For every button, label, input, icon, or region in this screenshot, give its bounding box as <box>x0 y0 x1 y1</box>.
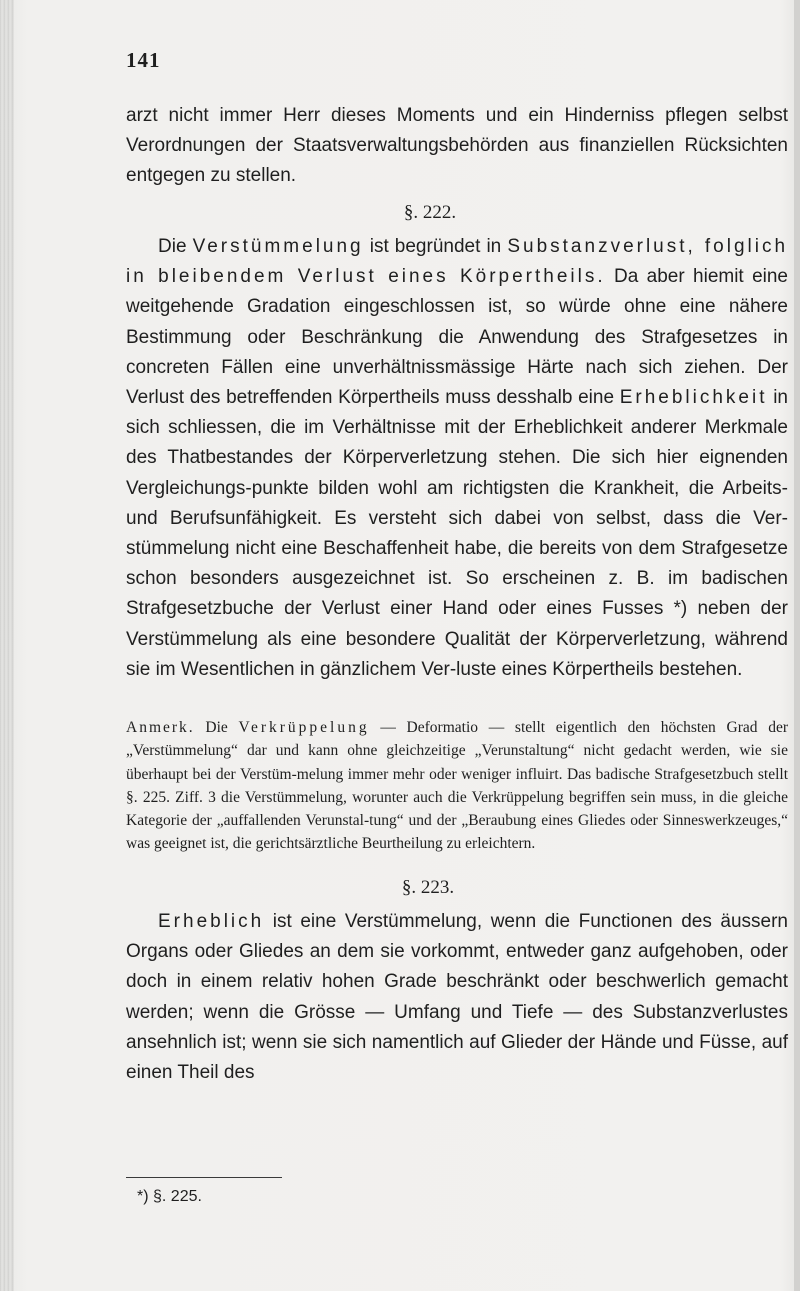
emphasis-erheblichkeit: Erheblichkeit <box>619 387 768 409</box>
emphasis-erheblich: Erheblich <box>158 911 265 932</box>
paragraph-223 <box>126 907 788 1088</box>
emphasis-substanzverlust: Substanzverlust, folglich in bleibendem Verlust eines Körpertheils. <box>126 236 789 288</box>
footnote-rule <box>126 1177 282 1178</box>
annotation-note <box>126 716 788 856</box>
emphasis-verstuemmelung: Verstümmelung <box>192 236 364 257</box>
paragraph-intro: arzt nicht immer Herr dieses Moments und ein Hinderniss pflegen selbst Verordnungen der Staatsverwaltungsbehörden aus finanziellen Rücksichten entgegen zu stellen. <box>126 105 788 187</box>
text-run: Da aber hiemit eine weitgehende Gradation eingeschlossen ist, so würde ohne eine nähere Bestimmung oder Beschränkung die Anwendung des Strafgesetzes in concreten Fällen eine unverhältnissmässige Härte nach sich ziehen. Der Verlust des betreffenden Körpertheils muss desshalb eine <box>126 266 788 409</box>
text-run: ist eine Verstümmelung, wenn die Functionen des äussern Organs oder Gliedes an dem sie vorkommt, entweder ganz aufgehoben, oder doch in einem relativ hohen Grade beschränkt oder beschwerlich gemacht werden; wenn die Grösse — Umfang und Tiefe — des Substanzverlustes ansehnlich ist; wenn sie sich namentlich auf Glieder der Hände und Füsse, auf einen Theil des <box>126 911 788 1084</box>
emphasis-verkrueppelung: Verkrüppelung <box>238 719 370 736</box>
note-label: Anmerk. <box>126 719 195 736</box>
text-run: in sich schliessen, die im Verhältnisse mit der Erheblichkeit anderer Merkmale des Thatbestandes der Körperverletzung stehen. Die sich hier eignenden Vergleichungs-punkte bilden wohl am richtigsten die Krankheit, die Arbeits- und Berufsunfähigkeit. Es versteht sich dabei von selbst, dass die Ver-stümmelung nicht eine Beschaffenheit habe, die bereits von dem Strafgesetze schon besonders ausgezeichnet ist. So erscheinen z. B. im badischen Strafgesetzbuche der Verlust einer Hand oder eines Fusses *) neben der Verstümmelung als eine besondere Qualität der Körperverletzung, während sie im Wesentlichen in gänzlichem Ver-luste eines Körpertheils bestehen. <box>126 387 788 680</box>
text-run: ist begründet in <box>369 236 502 257</box>
page-number: 141 <box>126 48 161 72</box>
page-gutter-left <box>0 0 14 1291</box>
text-run: — Deformatio — stellt eigentlich den höchsten Grad der „Verstümmelung“ dar und kann ohne gleichzeitige „Verunstaltung“ nicht gedacht werden, wie sie überhaupt bei der Verstüm-melung immer mehr oder weniger influirt. Das badische Strafgesetzbuch stellt §. 225. Ziff. 3 die Verstümmelung, worunter auch die Verkrüppelung begriffen sein muss, in die gleiche Kategorie der „auffallenden Verunstal-tung“ und der „Beraubung eines Gliedes oder Sinneswerkzeuges,“ was geeignet ist, die gerichtsärztliche Beurtheilung zu erleichtern. <box>126 719 789 853</box>
page-edge-right <box>794 0 800 1291</box>
text-run: Die <box>205 719 228 736</box>
paragraph-222 <box>126 232 788 685</box>
section-heading-223: §. 223. <box>401 877 455 898</box>
text-run: Die <box>158 236 187 257</box>
section-heading-222: §. 222. <box>403 202 457 223</box>
footnote: *) §. 225. <box>137 1188 202 1205</box>
